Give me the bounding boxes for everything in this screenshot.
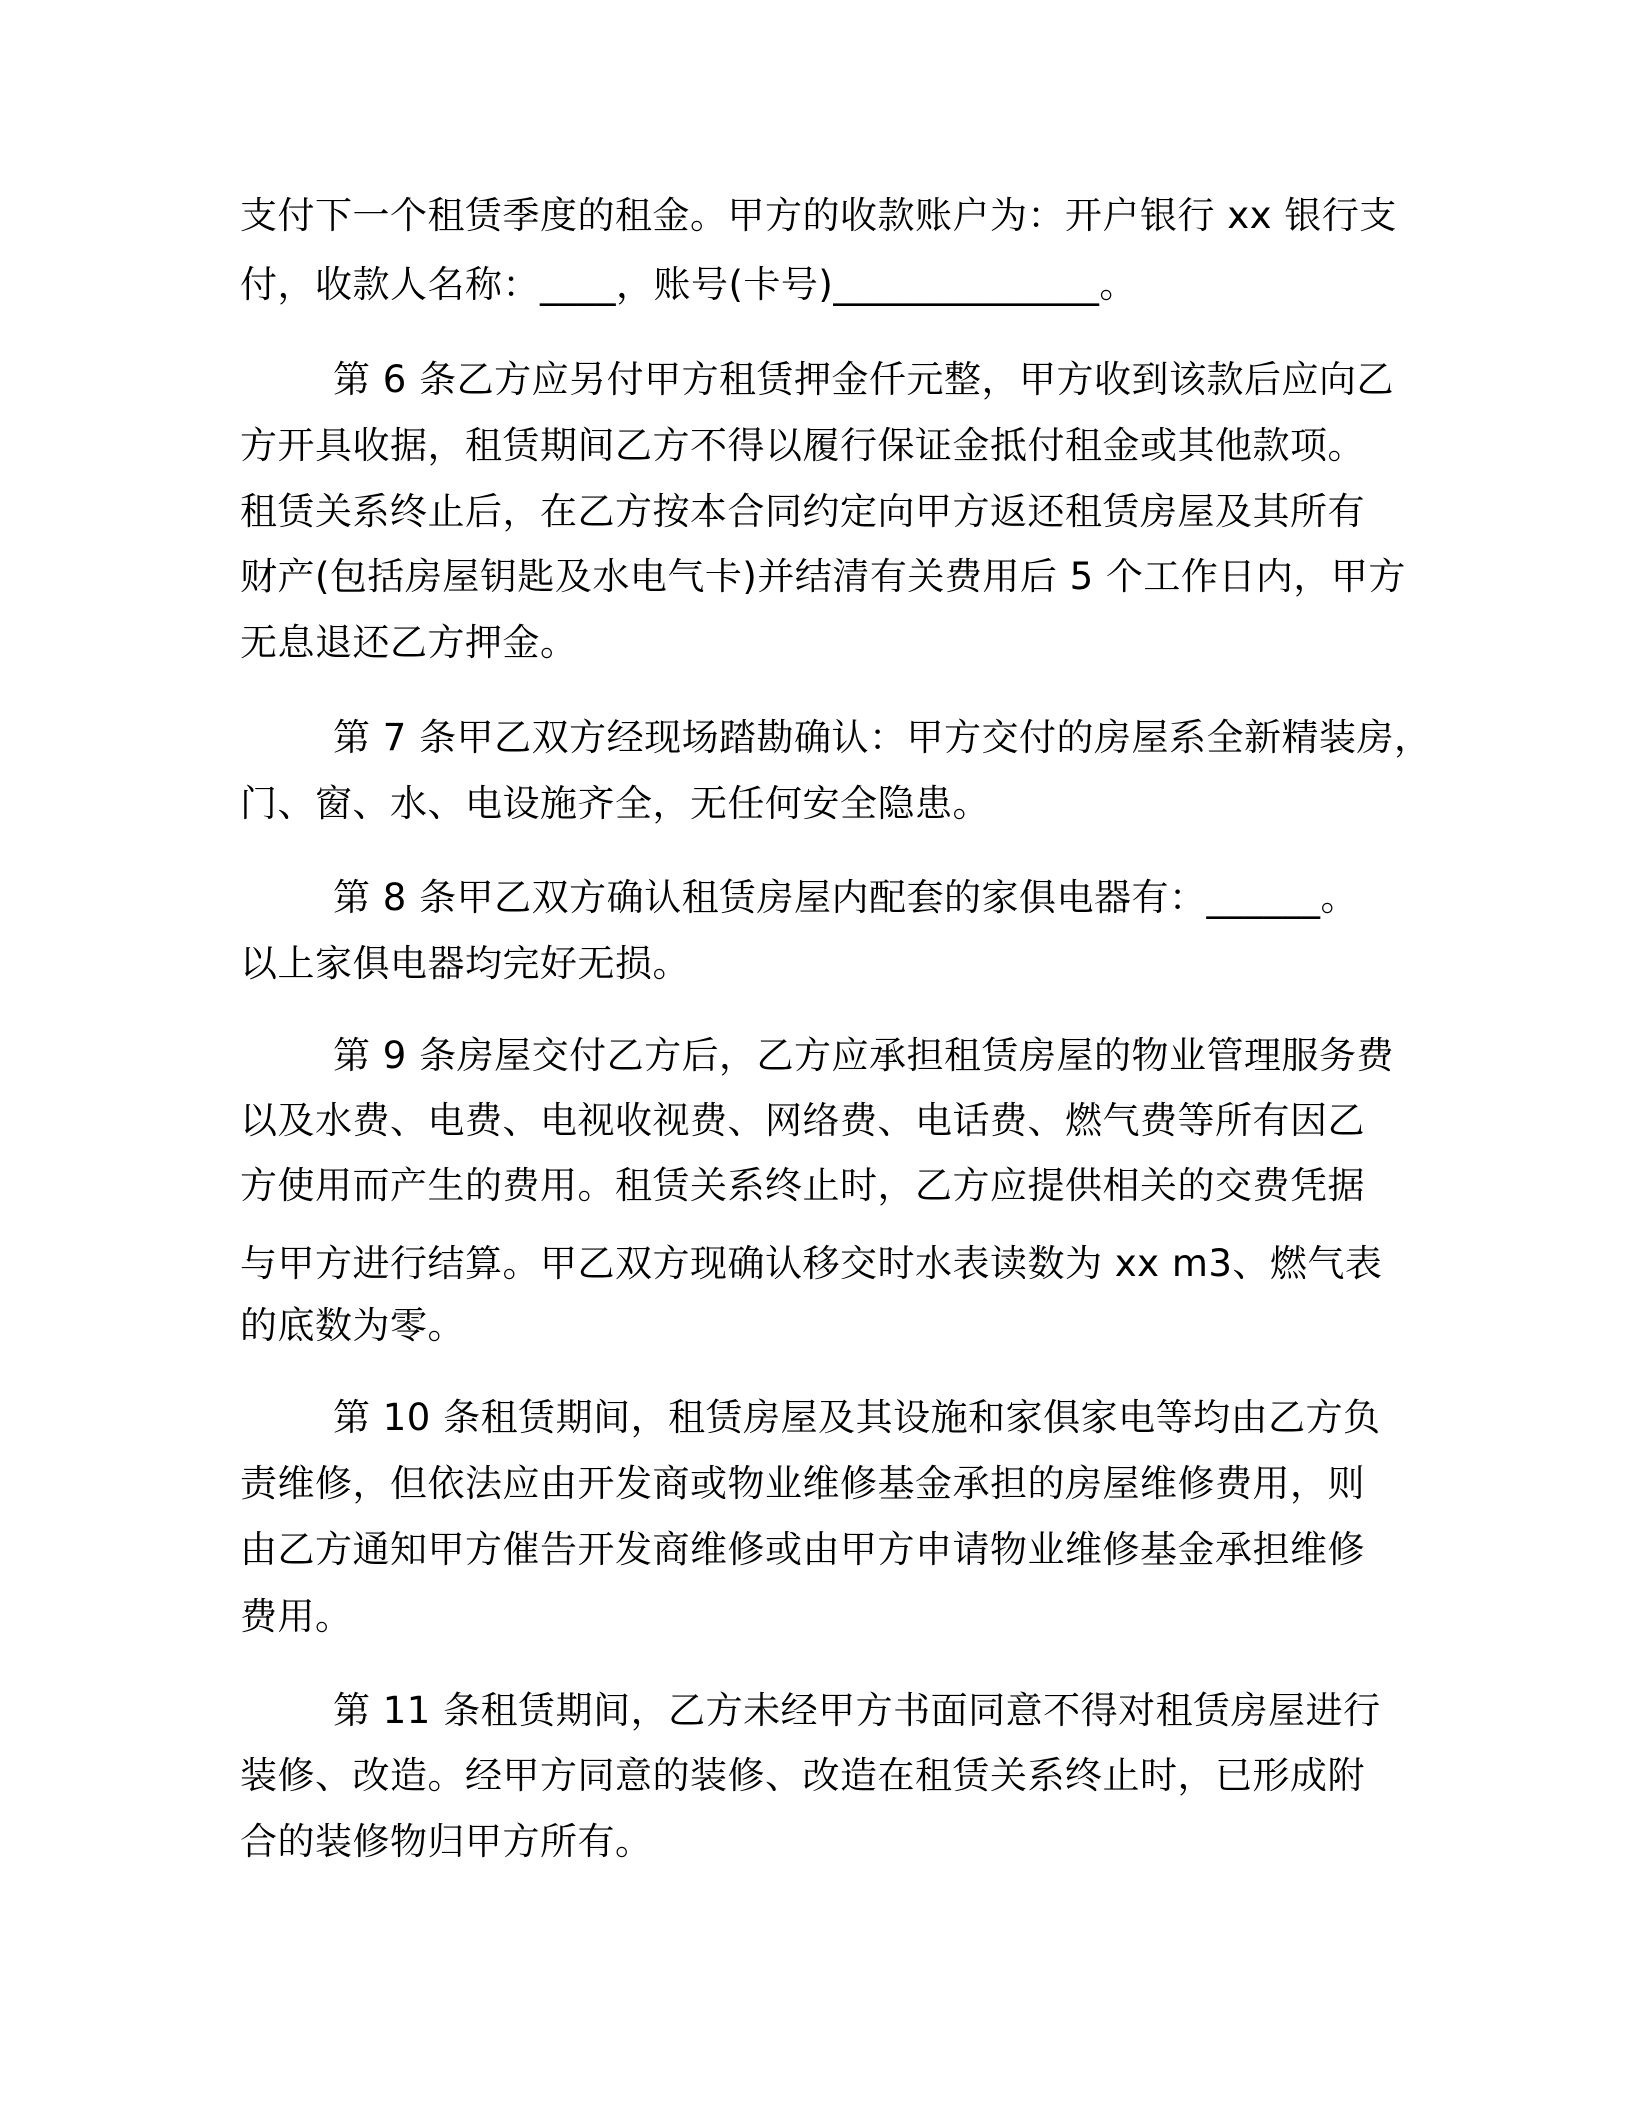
text-line: 以上家俱电器均完好无损。 xyxy=(240,942,690,985)
text-line: 支付下一个租赁季度的租金。甲方的收款账户为：开户银行 xx 银行支 xyxy=(240,194,1397,237)
text-line: 的底数为零。 xyxy=(240,1304,465,1347)
text-line: 以及水费、电费、电视收视费、网络费、电话费、燃气费等所有因乙 xyxy=(240,1099,1365,1142)
text-line: 由乙方通知甲方催告开发商维修或由甲方申请物业维修基金承担维修 xyxy=(240,1528,1365,1571)
clause-7-line: 第 7 条甲乙双方经现场踏勘确认：甲方交付的房屋系全新精装房， xyxy=(333,716,1432,759)
clause-8-line: 第 8 条甲乙双方确认租赁房屋内配套的家俱电器有：______。 xyxy=(333,876,1359,919)
text-line: 方使用而产生的费用。租赁关系终止时，乙方应提供相关的交费凭据 xyxy=(240,1164,1365,1207)
text-line: 装修、改造。经甲方同意的装修、改造在租赁关系终止时，已形成附 xyxy=(240,1754,1365,1797)
text-line: 无息退还乙方押金。 xyxy=(240,621,578,664)
text-line: 租赁关系终止后，在乙方按本合同约定向甲方返还租赁房屋及其所有 xyxy=(240,490,1365,533)
text-line: 方开具收据，租赁期间乙方不得以履行保证金抵付租金或其他款项。 xyxy=(240,424,1365,467)
text-line: 门、窗、水、电设施齐全，无任何安全隐患。 xyxy=(240,782,990,825)
clause-10-line: 第 10 条租赁期间，租赁房屋及其设施和家俱家电等均由乙方负 xyxy=(333,1396,1381,1439)
text-line: 责维修，但依法应由开发商或物业维修基金承担的房屋维修费用，则 xyxy=(240,1462,1365,1505)
text-line: 付，收款人名称：____，账号(卡号)______________。 xyxy=(240,263,1137,306)
text-line: 财产(包括房屋钥匙及水电气卡)并结清有关费用后 5 个工作日内，甲方 xyxy=(240,555,1406,598)
text-line: 费用。 xyxy=(240,1595,353,1638)
text-line: 与甲方进行结算。甲乙双方现确认移交时水表读数为 xx m3、燃气表 xyxy=(240,1242,1383,1285)
clause-11-line: 第 11 条租赁期间，乙方未经甲方书面同意不得对租赁房屋进行 xyxy=(333,1689,1381,1732)
clause-9-line: 第 9 条房屋交付乙方后，乙方应承担租赁房屋的物业管理服务费 xyxy=(333,1034,1395,1077)
text-line: 合的装修物归甲方所有。 xyxy=(240,1820,653,1863)
clause-6-line: 第 6 条乙方应另付甲方租赁押金仟元整，甲方收到该款后应向乙 xyxy=(333,358,1395,401)
